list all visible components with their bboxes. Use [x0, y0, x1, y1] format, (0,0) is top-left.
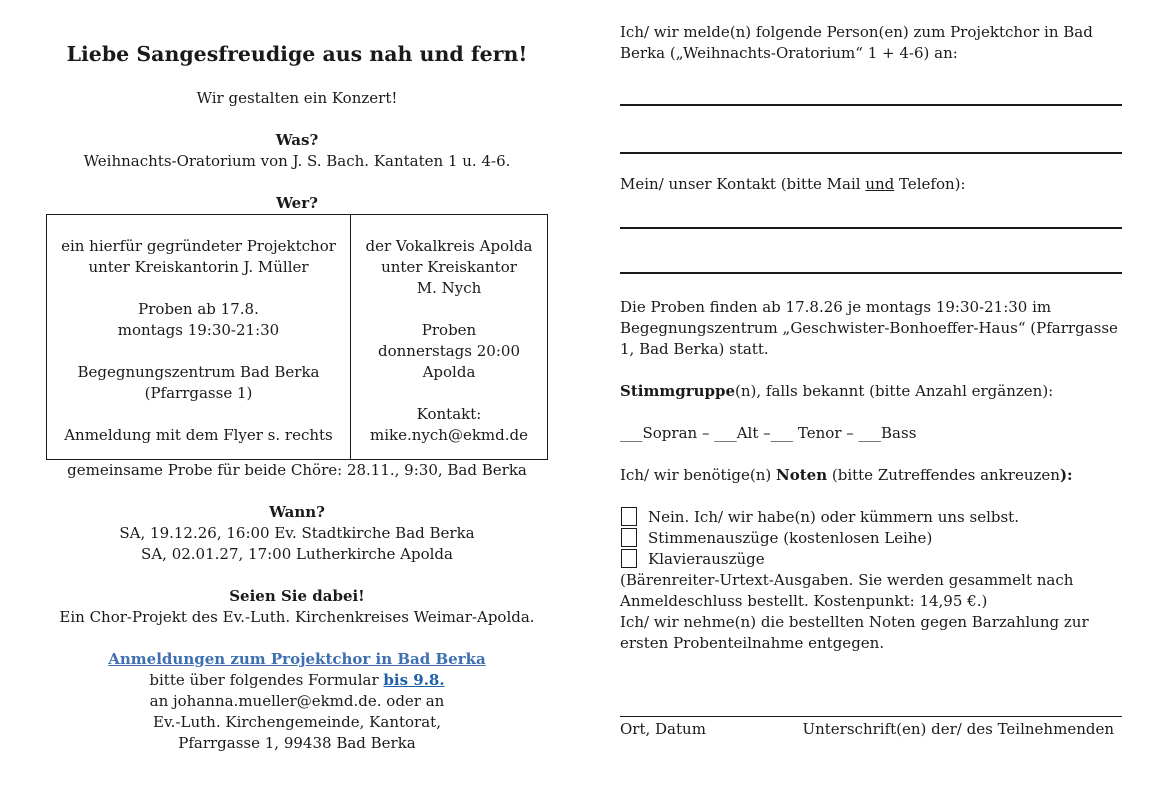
noten-label: [620, 465, 1122, 486]
melde-text: Berka („Weihnachts-Oratorium“ 1 + 4-6) an:: [620, 44, 958, 62]
option-label: Stimmenauszüge (kostenlosen Leihe): [648, 529, 933, 547]
was-text: Weihnachts-Oratorium von J. S. Bach. Kantaten 1 u. 4-6.: [83, 152, 511, 170]
noten-text: (bitte Zutreffendes ankreuzen: [827, 466, 1060, 484]
projektchor-line: ein hierfür gegründeter Projektchor: [61, 237, 336, 255]
concert-date: SA, 02.01.27, 17:00 Lutherkirche Apolda: [141, 545, 453, 563]
vokalkreis-line: donnerstags 20:00: [378, 342, 520, 360]
concert-date: SA, 19.12.26, 16:00 Ev. Stadtkirche Bad Berka: [119, 524, 475, 542]
stimmgruppe-bold: Stimmgruppe: [620, 382, 736, 400]
projektchor-line: Anmeldung mit dem Flyer s. rechts: [64, 426, 333, 444]
ort-datum-label: Ort, Datum: [620, 720, 706, 738]
note-text: Ich/ wir nehme(n) die bestellten Noten gegen Barzahlung zur: [620, 613, 1089, 631]
kontakt-text: Mein/ unser Kontakt (bitte Mail: [620, 175, 866, 193]
dabei-heading: Seien Sie dabei!: [229, 587, 365, 605]
kontakt-und: und: [865, 175, 895, 193]
noten-bold: Noten: [776, 466, 828, 484]
kontakt-text: Telefon):: [894, 175, 966, 193]
vokalkreis-email: mike.nych@ekmd.de: [370, 426, 528, 444]
signature-labels: [620, 719, 1114, 740]
anmeldung-line: [46, 670, 548, 691]
vokalkreis-line: unter Kreiskantor: [381, 258, 517, 276]
option-row: [620, 549, 1122, 570]
noten-colon: ):: [1059, 466, 1073, 484]
stimmgruppe-label: [620, 381, 1122, 402]
projektchor-line: unter Kreiskantorin J. Müller: [88, 258, 309, 276]
wer-heading: Wer?: [276, 194, 318, 212]
address-line: Pfarrgasse 1, 99438 Bad Berka: [178, 734, 416, 752]
vokalkreis-line: Proben: [421, 321, 477, 339]
proben-text: Die Proben finden ab 17.8.26 je montags 19:30-21:30 im: [620, 298, 1052, 316]
info-column: [46, 40, 548, 754]
signature-label: Unterschrift(en) der/ des Teilnehmenden: [802, 720, 1114, 738]
voice-fields[interactable]: ___Sopran – ___Alt –___ Tenor – ___Bass: [620, 424, 917, 442]
checkbox-voice-parts[interactable]: [621, 528, 637, 547]
joint-rehearsal: gemeinsame Probe für beide Chöre: 28.11., 9:30, Bad Berka: [67, 461, 527, 479]
option-label: Klavierauszüge: [648, 550, 765, 568]
checkbox-piano-scores[interactable]: [621, 549, 637, 568]
vokalkreis-line: M. Nych: [416, 279, 482, 297]
address-line: Ev.-Luth. Kirchengemeinde, Kantorat,: [153, 713, 441, 731]
option-row: [620, 528, 1122, 549]
note-text: ersten Probenteilnahme entgegen.: [620, 634, 885, 652]
vokalkreis-line: Kontakt:: [416, 405, 482, 423]
dabei-text: Ein Chor-Projekt des Ev.-Luth. Kirchenkreises Weimar-Apolda.: [59, 608, 535, 626]
proben-text: 1, Bad Berka) statt.: [620, 340, 769, 358]
page-title: Liebe Sangesfreudige aus nah und fern!: [66, 42, 528, 66]
registration-form: [620, 22, 1122, 740]
checkbox-own-scores[interactable]: [621, 507, 637, 526]
wann-heading: Wann?: [269, 503, 325, 521]
melde-text: Ich/ wir melde(n) folgende Person(en) zum Projektchor in Bad: [620, 23, 1093, 41]
vokalkreis-line: Apolda: [422, 363, 476, 381]
projektchor-line: montags 19:30-21:30: [117, 321, 280, 339]
vokalkreis-cell: [351, 215, 547, 459]
note-text: Anmeldeschluss bestellt. Kostenpunkt: 14,95 €.): [620, 592, 988, 610]
projektchor-line: Begegnungszentrum Bad Berka: [77, 363, 320, 381]
note-text: (Bärenreiter-Urtext-Ausgaben. Sie werden gesammelt nach: [620, 571, 1074, 589]
deadline-link[interactable]: bis 9.8.: [383, 671, 445, 689]
stimmgruppe-text: (n), falls bekannt (bitte Anzahl ergänzen):: [735, 382, 1054, 400]
choir-table: [46, 214, 548, 460]
projektchor-line: (Pfarrgasse 1): [144, 384, 253, 402]
projektchor-line: Proben ab 17.8.: [138, 300, 259, 318]
kontakt-label: [620, 174, 1122, 195]
proben-text: Begegnungszentrum „Geschwister-Bonhoeffer-Haus“ (Pfarrgasse: [620, 319, 1118, 337]
noten-text: Ich/ wir benötige(n): [620, 466, 776, 484]
vokalkreis-line: der Vokalkreis Apolda: [365, 237, 533, 255]
intro-text: Wir gestalten ein Konzert!: [196, 89, 398, 107]
anmeldung-text: bitte über folgendes Formular: [149, 671, 384, 689]
anmeldung-email: an johanna.mueller@ekmd.de. oder an: [149, 692, 445, 710]
was-heading: Was?: [275, 131, 319, 149]
projektchor-cell: [47, 215, 351, 459]
option-label: Nein. Ich/ wir habe(n) oder kümmern uns selbst.: [648, 508, 1019, 526]
option-row: [620, 507, 1122, 528]
anmeldung-link[interactable]: Anmeldungen zum Projektchor in Bad Berka: [108, 650, 486, 668]
